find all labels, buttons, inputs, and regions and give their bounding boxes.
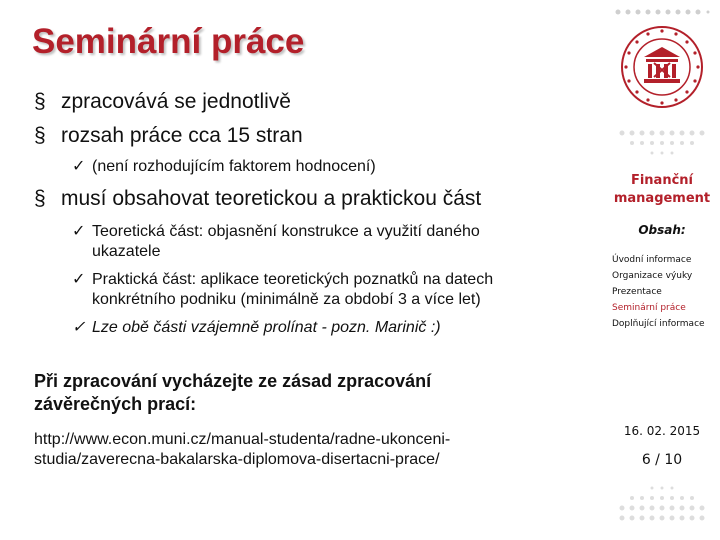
slide-title: Seminární práce [32,22,305,61]
course-title-line2: management [613,191,711,206]
contents-label: Obsah: [638,223,686,237]
sub-bullet-text-line2: konkrétního podniku (minimálně za období 3 a více let) [92,291,481,308]
check-icon: ✓ [72,271,86,288]
heading-line1: Při zpracování vycházejte ze zásad zpracování [34,371,432,391]
bullet-text: zpracovává se jednotlivě [61,90,291,113]
sub-bullet-text: Lze obě části vzájemně prolínat - pozn. Marinič :) [92,319,441,336]
nav-item-prezentace[interactable]: Prezentace [612,287,662,297]
page-number: 6 / 10 [641,452,683,468]
course-title [604,172,720,208]
course-title-line1: Finanční [630,173,694,188]
nav-item-seminarni-prace[interactable]: Seminární práce [612,303,686,313]
bullet-marker: § [34,124,46,147]
nav-item-organizace-vyuky[interactable]: Organizace výuky [612,271,693,281]
sidebar [604,0,720,540]
bullet-marker: § [34,90,46,113]
sub-bullet-text-line1: Teoretická část: objasnění konstrukce a využití daného [92,223,480,240]
university-seal-icon [614,15,710,111]
dot-pattern-middle [614,128,710,158]
contents-nav [612,252,705,332]
bullet-marker: § [34,187,46,210]
slide-date: 16. 02. 2015 [623,424,701,438]
dot-pattern-bottom [614,484,710,532]
check-icon: ✓ [72,223,86,240]
bullet-text: musí obsahovat teoretickou a praktickou část [61,187,482,210]
check-icon: ✓ [72,319,86,336]
heading-line2: závěrečných prací: [34,394,197,414]
nav-item-doplnujici-informace[interactable]: Doplňující informace [612,319,705,329]
url-line1: http://www.econ.muni.cz/manual-studenta/radne-ukonceni- [34,431,451,448]
url-line2: studia/zaverecna-bakalarska-diplomova-disertacni-prace/ [34,451,440,468]
section-heading [34,370,431,416]
bullet-text: rozsah práce cca 15 stran [61,124,303,147]
nav-item-uvodni-informace[interactable]: Úvodní informace [612,255,692,265]
reference-link[interactable] [34,430,450,470]
sub-bullet-text-line1: Praktická část: aplikace teoretických poznatků na datech [92,271,494,288]
sub-bullet-text-line2: ukazatele [92,243,161,260]
sub-bullet-text: (není rozhodujícím faktorem hodnocení) [92,158,376,175]
check-icon: ✓ [72,158,86,175]
